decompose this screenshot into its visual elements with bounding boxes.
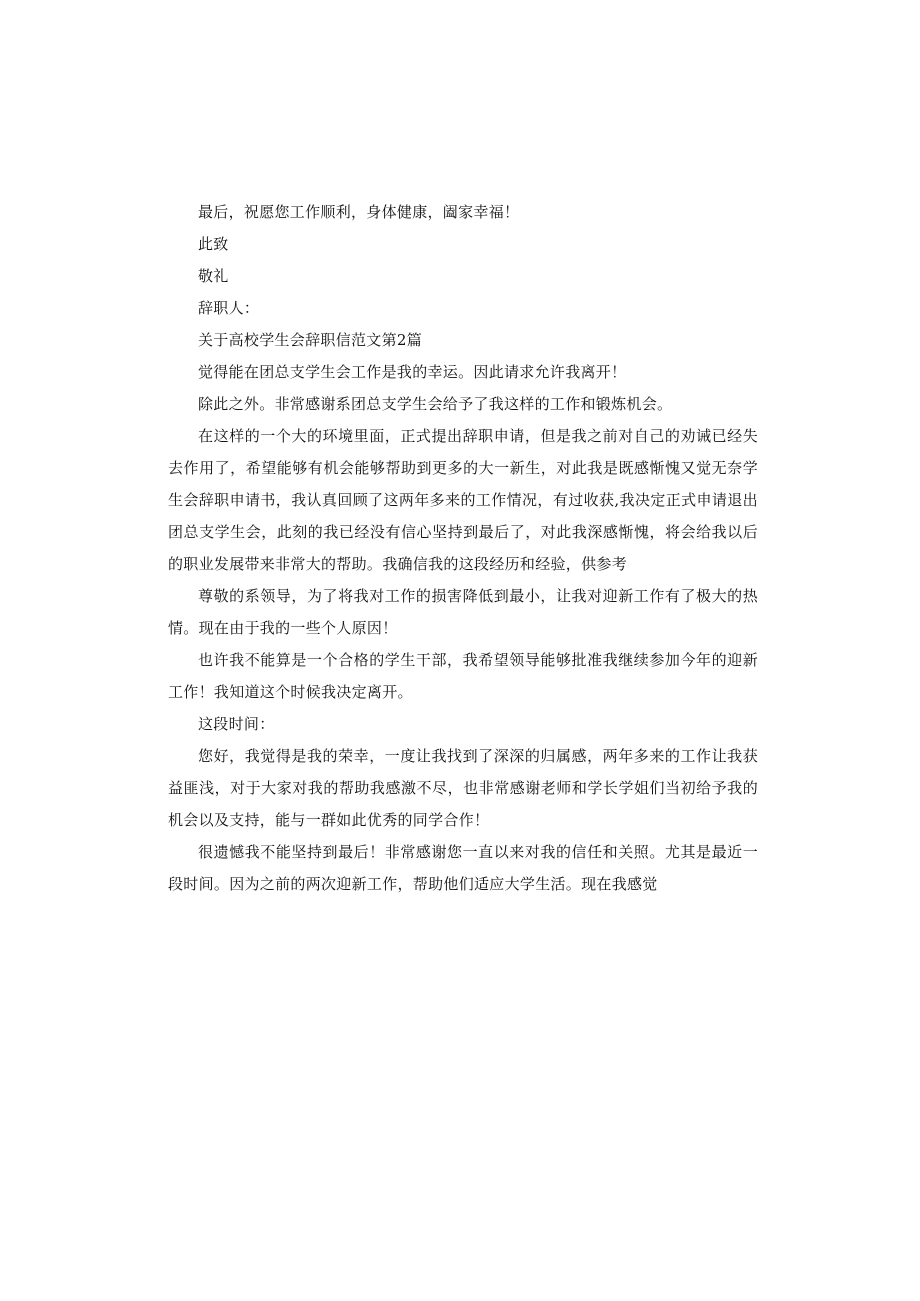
paragraph-7: 您好，我觉得是我的荣幸，一度让我找到了深深的归属感，两年多来的工作让我获益匪浅，对于大家对我的帮助我感激不尽，也非常感谢老师和学长学姐们当初给予我的机会以及支持，能与一群如此优秀的同学合作！ (168, 747, 758, 829)
salutation-line-2: 敬礼 (198, 267, 229, 285)
paragraph-8: 很遗憾我不能坚持到最后！非常感谢您一直以来对我的信任和关照。尤其是最近一段时间。因为之前的两次迎新工作，帮助他们适应大学生活。现在我感觉 (168, 843, 758, 893)
document-body (168, 196, 758, 900)
paragraph-6: 这段时间： (198, 715, 275, 733)
paragraph-2: 除此之外。非常感谢系团总支学生会给予了我这样的工作和锻炼机会。 (198, 395, 673, 413)
closing-wish: 最后，祝愿您工作顺利，身体健康，阖家幸福！ (198, 203, 520, 221)
paragraph-5: 也许我不能算是一个合格的学生干部，我希望领导能够批准我继续参加今年的迎新工作！我知道这个时候我决定离开。 (168, 651, 758, 701)
paragraph-3: 在这样的一个大的环境里面，正式提出辞职申请，但是我之前对自己的劝诫已经失去作用了，希望能够有机会能够帮助到更多的大一新生，对此我是既感惭愧又觉无奈学生会辞职申请书，我认真回顾了这两年多来的工作情况，有过收获,我决定正式申请退出团总支学生会，此刻的我已经没有信心坚持到最后了，对此我深感惭愧，将会给我以后的职业发展带来非常大的帮助。我确信我的这段经历和经验，供参考 (168, 427, 758, 573)
salutation-line-1: 此致 (198, 235, 229, 253)
signature-label: 辞职人： (198, 299, 260, 317)
paragraph-1: 觉得能在团总支学生会工作是我的幸运。因此请求允许我离开！ (198, 363, 627, 381)
section-title: 关于高校学生会辞职信范文第2篇 (198, 331, 423, 349)
paragraph-4: 尊敬的系领导，为了将我对工作的损害降低到最小，让我对迎新工作有了极大的热情。现在由于我的一些个人原因！ (168, 587, 758, 637)
